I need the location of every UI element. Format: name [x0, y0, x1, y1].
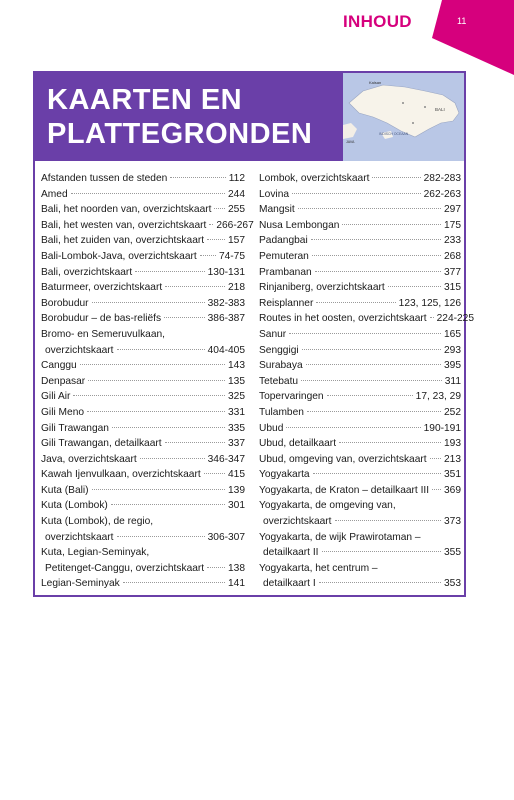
index-entry: [41, 358, 245, 374]
dot-leader: [87, 411, 225, 412]
entry-pages: 315: [444, 282, 461, 294]
dot-leader: [322, 551, 442, 552]
title-line-2: PLATTEGRONDEN: [47, 118, 313, 150]
map-label-island: BALI: [435, 107, 445, 112]
entry-pages: 123, 125, 126: [398, 297, 461, 309]
index-entry: [259, 530, 461, 561]
entry-pages: 268: [444, 250, 461, 262]
index-entry: [41, 545, 245, 576]
dot-leader: [92, 489, 225, 490]
index-line: [259, 311, 475, 327]
entry-title: Mangsit: [259, 204, 295, 216]
dot-leader: [200, 255, 216, 256]
dot-leader: [306, 364, 441, 365]
dot-leader: [312, 255, 441, 256]
index-line: [41, 498, 245, 514]
entry-title: Tulamben: [259, 406, 304, 418]
index-entry: [41, 171, 245, 187]
index-line: [259, 467, 461, 483]
dot-leader: [92, 302, 205, 303]
index-entry: [41, 233, 245, 249]
index-line: [259, 514, 461, 530]
dot-leader: [204, 473, 225, 474]
entry-pages: 382-383: [207, 297, 245, 309]
index-entry: [41, 374, 245, 390]
dot-leader: [164, 317, 205, 318]
entry-title: Petitenget-Canggu, overzichtskaart: [45, 562, 205, 574]
index-entry: [259, 202, 461, 218]
index-line: [41, 358, 245, 374]
index-line: [41, 405, 245, 421]
index-line: [41, 389, 245, 405]
entry-title: Lovina: [259, 188, 290, 200]
dot-leader: [289, 333, 441, 334]
index-entry: [259, 233, 461, 249]
entry-title: detailkaart II: [263, 547, 319, 559]
entry-title: Bali, overzichtskaart: [41, 266, 133, 278]
dot-leader: [123, 582, 225, 583]
entry-pages: 213: [444, 453, 461, 465]
index-line: [41, 280, 245, 296]
dot-leader: [73, 395, 225, 396]
index-line: [259, 498, 461, 514]
entry-title: Bali-Lombok-Java, overzichtskaart: [41, 250, 197, 262]
index-line: [41, 296, 245, 312]
index-entry: [41, 514, 245, 545]
entry-title: Yogyakarta, de Kraton – detailkaart III: [259, 484, 430, 496]
entry-title: Nusa Lembongan: [259, 219, 340, 231]
index-entry: [259, 498, 461, 529]
entry-pages: 233: [444, 235, 461, 247]
index-entry: [259, 452, 461, 468]
index-entry: [259, 374, 461, 390]
entry-pages: 175: [444, 219, 461, 231]
dot-leader: [165, 442, 225, 443]
index-line: [41, 187, 245, 203]
entry-title: Borobudur: [41, 297, 89, 309]
entry-title: Prambanan: [259, 266, 312, 278]
entry-pages: 135: [228, 375, 245, 387]
map-label-north: Kalsan: [369, 80, 382, 85]
index-entry: [41, 311, 245, 327]
index-entry: [41, 483, 245, 499]
entry-pages: 297: [444, 204, 461, 216]
index-line: [259, 327, 461, 343]
index-entry: [41, 280, 245, 296]
index-line: [259, 296, 461, 312]
box-header: [35, 73, 464, 161]
dot-leader: [302, 349, 441, 350]
entry-title: Padangbai: [259, 235, 308, 247]
entry-title: Kuta (Lombok): [41, 500, 108, 512]
index-entry: [41, 436, 245, 452]
index-entry: [259, 280, 461, 296]
dot-leader: [327, 395, 413, 396]
index-entry: [259, 343, 461, 359]
index-line: [41, 436, 245, 452]
entry-pages: 353: [444, 578, 461, 590]
index-line: [259, 202, 461, 218]
entry-title: Surabaya: [259, 360, 303, 372]
entry-pages: 337: [228, 438, 245, 450]
index-entry: [41, 467, 245, 483]
dot-leader: [71, 193, 225, 194]
dot-leader: [286, 427, 420, 428]
entry-title: Reisplanner: [259, 297, 314, 309]
entry-title: Yogyakarta, het centrum –: [259, 562, 378, 574]
map-label-west: JAVA: [346, 140, 355, 144]
dot-leader: [170, 177, 225, 178]
index-entry: [259, 218, 461, 234]
index-line: [41, 467, 245, 483]
index-entry: [41, 187, 245, 203]
dot-leader: [432, 489, 441, 490]
index-line: [259, 280, 461, 296]
index-entry: [259, 421, 461, 437]
dot-leader: [430, 458, 441, 459]
entry-pages: 306-307: [207, 531, 245, 543]
dot-leader: [209, 224, 213, 225]
page-number: 11: [457, 16, 467, 26]
index-line: [41, 452, 245, 468]
index-line: [259, 265, 461, 281]
index-line: [259, 436, 461, 452]
index-entry: [259, 265, 461, 281]
index-entry: [41, 265, 245, 281]
index-line: [259, 218, 461, 234]
box-title: [47, 83, 312, 151]
index-line: [259, 561, 461, 577]
index-line: [41, 311, 245, 327]
entry-title: Kuta (Bali): [41, 484, 89, 496]
index-line: [41, 374, 245, 390]
dot-leader: [135, 271, 204, 272]
index-entry: [41, 218, 254, 234]
entry-pages: 331: [228, 406, 245, 418]
index-line: [259, 389, 461, 405]
entry-title: Topervaringen: [259, 391, 324, 403]
dot-leader: [117, 349, 205, 350]
entry-title: Bali, het westen van, overzichtskaart: [41, 219, 207, 231]
index-entry: [41, 327, 245, 358]
entry-pages: 404-405: [207, 344, 245, 356]
dot-leader: [112, 427, 225, 428]
entry-pages: 395: [444, 360, 461, 372]
index-line: [259, 545, 461, 561]
entry-title: Amed: [41, 188, 68, 200]
dot-leader: [307, 411, 441, 412]
entry-title: Routes in het oosten, overzichtskaart: [259, 313, 427, 325]
entry-title: Kuta (Lombok), de regio,: [41, 516, 154, 528]
dot-leader: [207, 239, 225, 240]
entry-title: Afstanden tussen de steden: [41, 173, 168, 184]
index-line: [41, 545, 245, 561]
entry-pages: 190-191: [423, 422, 461, 434]
entry-pages: 293: [444, 344, 461, 356]
index-entry: [259, 311, 475, 327]
index-line: [259, 233, 461, 249]
index-entry: [41, 421, 245, 437]
entry-title: Tetebatu: [259, 375, 299, 387]
dot-leader: [388, 286, 441, 287]
index-entry: [41, 452, 245, 468]
index-line: [259, 576, 461, 592]
index-line: [259, 421, 461, 437]
entry-title: Sanur: [259, 328, 287, 340]
entry-pages: 138: [228, 562, 245, 574]
entry-title: Denpasar: [41, 375, 86, 387]
dot-leader: [88, 380, 225, 381]
entry-title: overzichtskaart: [45, 344, 114, 356]
entry-title: Bromo- en Semeruvulkaan,: [41, 328, 166, 340]
entry-title: Kawah Ijenvulkaan, overzichtskaart: [41, 469, 201, 481]
maps-index-box: [33, 71, 475, 597]
index-entry: [259, 171, 461, 187]
entry-pages: 386-387: [207, 313, 245, 325]
entry-pages: 17, 23, 29: [415, 391, 461, 403]
index-line: [41, 576, 245, 592]
entry-title: Pemuteran: [259, 250, 309, 262]
entry-pages: 141: [228, 578, 245, 590]
entry-pages: 346-347: [207, 453, 245, 465]
index-entry: [259, 483, 461, 499]
entry-pages: 301: [228, 500, 245, 512]
entry-pages: 244: [228, 188, 245, 200]
index-line: [41, 514, 245, 530]
entry-title: Yogyakarta, de omgeving van,: [259, 500, 396, 512]
entry-title: Yogyakarta, de wijk Prawirotaman –: [259, 531, 421, 543]
index-line: [259, 171, 461, 187]
entry-pages: 373: [444, 516, 461, 528]
index-line: [259, 358, 461, 374]
index-entry: [259, 187, 461, 203]
index-entry: [41, 576, 245, 592]
dot-leader: [315, 271, 441, 272]
dot-leader: [207, 567, 225, 568]
page-corner-tab: [432, 0, 514, 75]
entry-title: Ubud, detailkaart: [259, 438, 337, 450]
entry-pages: 139: [228, 484, 245, 496]
entry-pages: 369: [444, 484, 461, 496]
bali-map-thumbnail: [343, 73, 464, 161]
dot-leader: [372, 177, 420, 178]
index-line: [41, 171, 245, 187]
entry-title: Senggigi: [259, 344, 299, 356]
index-entry: [259, 327, 461, 343]
dot-leader: [342, 224, 441, 225]
entry-title: Gili Air: [41, 391, 71, 403]
index-entry: [259, 389, 461, 405]
entry-pages: 165: [444, 328, 461, 340]
entry-title: Gili Trawangan: [41, 422, 109, 434]
index-entry: [259, 405, 461, 421]
entry-title: Gili Meno: [41, 406, 85, 418]
entry-title: Lombok, overzichtskaart: [259, 173, 370, 184]
dot-leader: [339, 442, 441, 443]
entry-title: Java, overzichtskaart: [41, 453, 137, 465]
entry-pages: 157: [228, 235, 245, 247]
entry-title: Legian-Seminyak: [41, 578, 120, 590]
dot-leader: [140, 458, 205, 459]
dot-leader: [298, 208, 441, 209]
entry-pages: 335: [228, 422, 245, 434]
index-line: [41, 233, 245, 249]
entry-title: Yogyakarta: [259, 469, 310, 481]
entry-pages: 218: [228, 282, 245, 294]
entry-title: Gili Trawangan, detailkaart: [41, 438, 162, 450]
dot-leader: [311, 239, 441, 240]
index-column-right: [259, 171, 475, 592]
dot-leader: [335, 520, 441, 521]
entry-title: overzichtskaart: [45, 531, 114, 543]
dot-leader: [117, 536, 205, 537]
entry-pages: 262-263: [423, 188, 461, 200]
entry-pages: 266-267: [216, 219, 254, 231]
entry-pages: 255: [228, 204, 245, 216]
index-line: [259, 374, 461, 390]
index-entry: [41, 202, 245, 218]
entry-title: overzichtskaart: [263, 516, 332, 528]
index-line: [41, 202, 245, 218]
index-line: [41, 561, 245, 577]
index-line: [41, 530, 245, 546]
dot-leader: [165, 286, 225, 287]
dot-leader: [316, 302, 395, 303]
entry-pages: 282-283: [423, 173, 461, 184]
index-line: [41, 483, 245, 499]
index-entry: [259, 296, 461, 312]
entry-pages: 351: [444, 469, 461, 481]
index-line: [259, 405, 461, 421]
dot-leader: [111, 504, 225, 505]
entry-title: Ubud: [259, 422, 284, 434]
entry-title: Ubud, omgeving van, overzichtskaart: [259, 453, 427, 465]
index-column-left: [41, 171, 254, 592]
index-line: [259, 187, 461, 203]
entry-pages: 130-131: [207, 266, 245, 278]
index-entry: [259, 436, 461, 452]
entry-title: Borobudur – de bas-reliëfs: [41, 313, 162, 325]
entry-pages: 74-75: [218, 250, 245, 262]
index-line: [41, 265, 245, 281]
entry-pages: 112: [228, 173, 245, 184]
dot-leader: [292, 193, 421, 194]
entry-title: Bali, het noorden van, overzichtskaart: [41, 204, 212, 216]
index-entry: [259, 467, 461, 483]
index-line: [41, 249, 245, 265]
entry-title: Canggu: [41, 360, 77, 372]
index-entry: [41, 405, 245, 421]
entry-title: Kuta, Legian-Seminyak,: [41, 547, 150, 559]
entry-title: Baturmeer, overzichtskaart: [41, 282, 163, 294]
entry-pages: 252: [444, 406, 461, 418]
index-line: [41, 421, 245, 437]
index-line: [259, 452, 461, 468]
dot-leader: [319, 582, 441, 583]
index-line: [41, 343, 245, 359]
index-line: [41, 327, 245, 343]
section-label: INHOUD: [343, 12, 412, 31]
entry-pages: 415: [228, 469, 245, 481]
index-entry: [41, 296, 245, 312]
entry-pages: 355: [444, 547, 461, 559]
dot-leader: [80, 364, 225, 365]
index-line: [259, 249, 461, 265]
index-entry: [259, 358, 461, 374]
entry-pages: 224-225: [436, 313, 475, 325]
index-line: [41, 218, 254, 234]
index-line: [259, 343, 461, 359]
dot-leader: [301, 380, 442, 381]
index-line: [259, 483, 461, 499]
entry-pages: 377: [444, 266, 461, 278]
entry-title: Bali, het zuiden van, overzichtskaart: [41, 235, 205, 247]
entry-title: Rinjaniberg, overzichtskaart: [259, 282, 385, 294]
dot-leader: [430, 317, 434, 318]
index-entry: [259, 561, 461, 592]
index-entry: [41, 498, 245, 514]
index-line: [259, 530, 461, 546]
index-entry: [41, 249, 245, 265]
entry-pages: 143: [228, 360, 245, 372]
index-entry: [259, 249, 461, 265]
index-entry: [41, 389, 245, 405]
dot-leader: [313, 473, 441, 474]
entry-pages: 193: [444, 438, 461, 450]
entry-title: detailkaart I: [263, 578, 316, 590]
map-label-ocean: INDISCH OCEAAN: [379, 132, 409, 136]
dot-leader: [214, 208, 225, 209]
entry-pages: 325: [228, 391, 245, 403]
entry-pages: 311: [444, 375, 461, 387]
title-line-1: KAARTEN EN: [47, 84, 243, 116]
